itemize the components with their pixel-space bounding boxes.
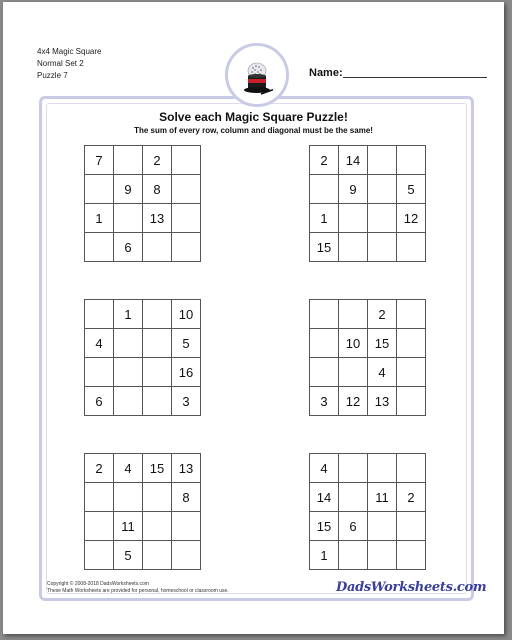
magic-hat-icon [231, 49, 283, 101]
given-number-cell: 13 [368, 387, 397, 416]
instructions-subtitle: The sum of every row, column and diagonal must be the same! [134, 126, 373, 135]
empty-answer-cell[interactable] [397, 146, 426, 175]
empty-answer-cell[interactable] [368, 512, 397, 541]
given-number-cell: 3 [172, 387, 201, 416]
given-number-cell: 4 [368, 358, 397, 387]
given-number-cell: 9 [114, 175, 143, 204]
empty-answer-cell[interactable] [368, 541, 397, 570]
empty-answer-cell[interactable] [114, 358, 143, 387]
given-number-cell: 15 [368, 329, 397, 358]
magic-square-5 [84, 453, 201, 570]
given-number-cell: 8 [143, 175, 172, 204]
empty-answer-cell[interactable] [172, 175, 201, 204]
empty-answer-cell[interactable] [339, 233, 368, 262]
given-number-cell: 8 [172, 483, 201, 512]
empty-answer-cell[interactable] [310, 175, 339, 204]
given-number-cell: 2 [143, 146, 172, 175]
empty-answer-cell[interactable] [143, 387, 172, 416]
brand-logo: DadsWorksheets.com [336, 580, 487, 595]
empty-answer-cell[interactable] [339, 541, 368, 570]
empty-answer-cell[interactable] [397, 300, 426, 329]
empty-answer-cell[interactable] [114, 329, 143, 358]
empty-answer-cell[interactable] [143, 233, 172, 262]
footer-copyright [47, 581, 229, 595]
empty-answer-cell[interactable] [310, 358, 339, 387]
given-number-cell: 5 [114, 541, 143, 570]
empty-answer-cell[interactable] [368, 146, 397, 175]
empty-answer-cell[interactable] [339, 358, 368, 387]
empty-answer-cell[interactable] [85, 175, 114, 204]
given-number-cell: 10 [339, 329, 368, 358]
given-number-cell: 9 [339, 175, 368, 204]
empty-answer-cell[interactable] [397, 358, 426, 387]
empty-answer-cell[interactable] [143, 483, 172, 512]
empty-answer-cell[interactable] [368, 204, 397, 233]
magic-square-3 [84, 299, 201, 416]
empty-answer-cell[interactable] [368, 454, 397, 483]
empty-answer-cell[interactable] [114, 483, 143, 512]
usage-note: These Math Worksheets are provided for personal, homeschool or classroom use. [47, 588, 229, 594]
empty-answer-cell[interactable] [85, 233, 114, 262]
given-number-cell: 5 [172, 329, 201, 358]
empty-answer-cell[interactable] [397, 233, 426, 262]
worksheet-puzzle-number: Puzzle 7 [37, 71, 68, 80]
given-number-cell: 15 [310, 233, 339, 262]
empty-answer-cell[interactable] [172, 512, 201, 541]
empty-answer-cell[interactable] [397, 541, 426, 570]
magic-square-2 [309, 145, 426, 262]
empty-answer-cell[interactable] [172, 204, 201, 233]
given-number-cell: 6 [114, 233, 143, 262]
empty-answer-cell[interactable] [397, 454, 426, 483]
empty-answer-cell[interactable] [397, 387, 426, 416]
given-number-cell: 5 [397, 175, 426, 204]
given-number-cell: 2 [397, 483, 426, 512]
empty-answer-cell[interactable] [85, 300, 114, 329]
empty-answer-cell[interactable] [172, 541, 201, 570]
given-number-cell: 15 [310, 512, 339, 541]
given-number-cell: 1 [85, 204, 114, 233]
given-number-cell: 13 [143, 204, 172, 233]
magic-square-4 [309, 299, 426, 416]
given-number-cell: 1 [114, 300, 143, 329]
empty-answer-cell[interactable] [339, 483, 368, 512]
empty-answer-cell[interactable] [85, 483, 114, 512]
copyright-text: Copyright © 2008-2018 DadsWorksheets.com [47, 581, 149, 587]
given-number-cell: 16 [172, 358, 201, 387]
magic-square-1 [84, 145, 201, 262]
given-number-cell: 2 [85, 454, 114, 483]
worksheet-page [3, 2, 504, 634]
given-number-cell: 3 [310, 387, 339, 416]
given-number-cell: 10 [172, 300, 201, 329]
given-number-cell: 12 [339, 387, 368, 416]
given-number-cell: 11 [114, 512, 143, 541]
empty-answer-cell[interactable] [143, 300, 172, 329]
worksheet-set: Normal Set 2 [37, 59, 84, 68]
empty-answer-cell[interactable] [339, 300, 368, 329]
empty-answer-cell[interactable] [114, 146, 143, 175]
given-number-cell: 4 [310, 454, 339, 483]
worksheet-info [37, 46, 101, 82]
given-number-cell: 1 [310, 204, 339, 233]
magic-hat-badge [225, 43, 289, 107]
empty-answer-cell[interactable] [143, 512, 172, 541]
name-label: Name: [309, 67, 343, 79]
given-number-cell: 15 [143, 454, 172, 483]
given-number-cell: 6 [85, 387, 114, 416]
empty-answer-cell[interactable] [339, 204, 368, 233]
given-number-cell: 6 [339, 512, 368, 541]
instructions-title: Solve each Magic Square Puzzle! [159, 110, 348, 124]
given-number-cell: 14 [339, 146, 368, 175]
given-number-cell: 11 [368, 483, 397, 512]
empty-answer-cell[interactable] [143, 358, 172, 387]
empty-answer-cell[interactable] [172, 146, 201, 175]
given-number-cell: 4 [114, 454, 143, 483]
given-number-cell: 12 [397, 204, 426, 233]
empty-answer-cell[interactable] [85, 358, 114, 387]
empty-answer-cell[interactable] [310, 300, 339, 329]
empty-answer-cell[interactable] [339, 454, 368, 483]
empty-answer-cell[interactable] [85, 541, 114, 570]
empty-answer-cell[interactable] [85, 512, 114, 541]
given-number-cell: 2 [368, 300, 397, 329]
name-field-line[interactable] [343, 77, 487, 78]
empty-answer-cell[interactable] [368, 233, 397, 262]
empty-answer-cell[interactable] [114, 387, 143, 416]
worksheet-type: 4x4 Magic Square [37, 47, 102, 56]
empty-answer-cell[interactable] [172, 233, 201, 262]
given-number-cell: 7 [85, 146, 114, 175]
given-number-cell: 13 [172, 454, 201, 483]
empty-answer-cell[interactable] [397, 329, 426, 358]
empty-answer-cell[interactable] [143, 541, 172, 570]
empty-answer-cell[interactable] [368, 175, 397, 204]
given-number-cell: 4 [85, 329, 114, 358]
empty-answer-cell[interactable] [310, 329, 339, 358]
empty-answer-cell[interactable] [397, 512, 426, 541]
given-number-cell: 1 [310, 541, 339, 570]
magic-square-6 [309, 453, 426, 570]
given-number-cell: 14 [310, 483, 339, 512]
empty-answer-cell[interactable] [114, 204, 143, 233]
given-number-cell: 2 [310, 146, 339, 175]
empty-answer-cell[interactable] [143, 329, 172, 358]
